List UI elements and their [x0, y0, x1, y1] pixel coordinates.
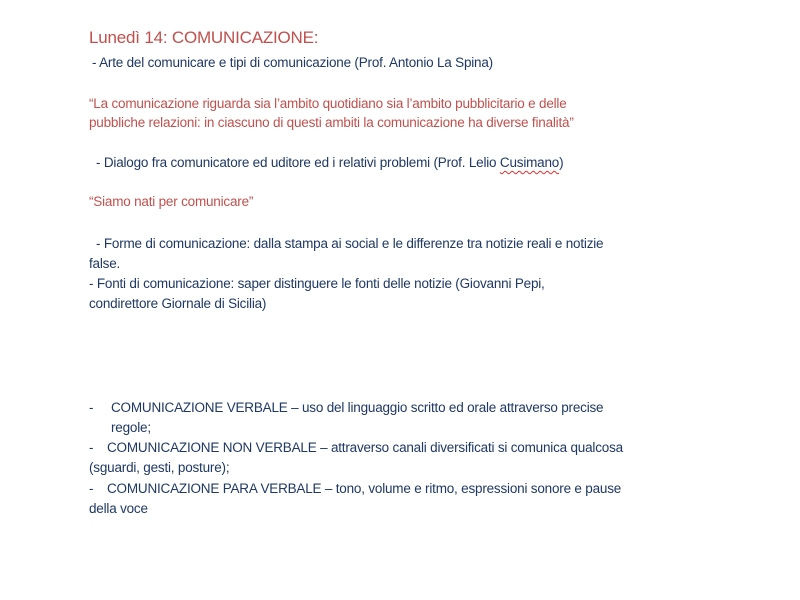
agenda-item-fonti-line-1: - Fonti di comunicazione: saper distinguere le fonti delle notizie (Giovanni Pepi,	[89, 276, 545, 291]
agenda-item-arte: - Arte del comunicare e tipi di comunicazione (Prof. Antonio La Spina)	[92, 55, 493, 70]
list-item-non-verbale	[89, 440, 623, 455]
quote-siamo-nati: “Siamo nati per comunicare”	[89, 194, 254, 209]
bullet-dash: -	[89, 440, 94, 455]
agenda-item-dialogo-end: )	[559, 155, 564, 170]
agenda-item-dialogo	[96, 155, 563, 170]
agenda-item-forme-line-2: false.	[89, 256, 121, 271]
page-title: Lunedì 14: COMUNICAZIONE:	[89, 28, 319, 47]
list-item-non-verbale-cont: (sguardi, gesti, posture);	[89, 460, 230, 475]
list-item-non-verbale-text: COMUNICAZIONE NON VERBALE – attraverso canali diversificati si comunica qualcosa	[107, 440, 623, 455]
agenda-item-forme-line-1: - Forme di comunicazione: dalla stampa ai social e le differenze tra notizie reali e notizie	[96, 236, 604, 251]
list-item-para-verbale-cont: della voce	[89, 501, 148, 516]
bullet-dash: -	[89, 400, 94, 415]
agenda-item-dialogo-text: - Dialogo fra comunicatore ed uditore ed i relativi problemi (Prof. Lelio	[96, 155, 500, 170]
list-item-para-verbale	[89, 481, 621, 496]
list-item-verbale-text: COMUNICAZIONE VERBALE – uso del linguaggio scritto ed orale attraverso precise	[111, 400, 604, 415]
quote-line-2: pubbliche relazioni: in ciascuno di questi ambiti la comunicazione ha diverse finalità”	[89, 115, 574, 130]
agenda-item-fonti-line-2: condirettore Giornale di Sicilia)	[89, 296, 267, 311]
bullet-dash: -	[89, 481, 94, 496]
list-item-verbale-cont: regole;	[111, 420, 151, 435]
quote-line-1: “La comunicazione riguarda sia l’ambito quotidiano sia l’ambito pubblicitario e delle	[89, 96, 567, 111]
list-item-para-verbale-text: COMUNICAZIONE PARA VERBALE – tono, volume e ritmo, espressioni sonore e pause	[107, 481, 622, 496]
list-item-verbale	[89, 400, 603, 415]
spellcheck-word: Cusimano	[499, 155, 560, 170]
